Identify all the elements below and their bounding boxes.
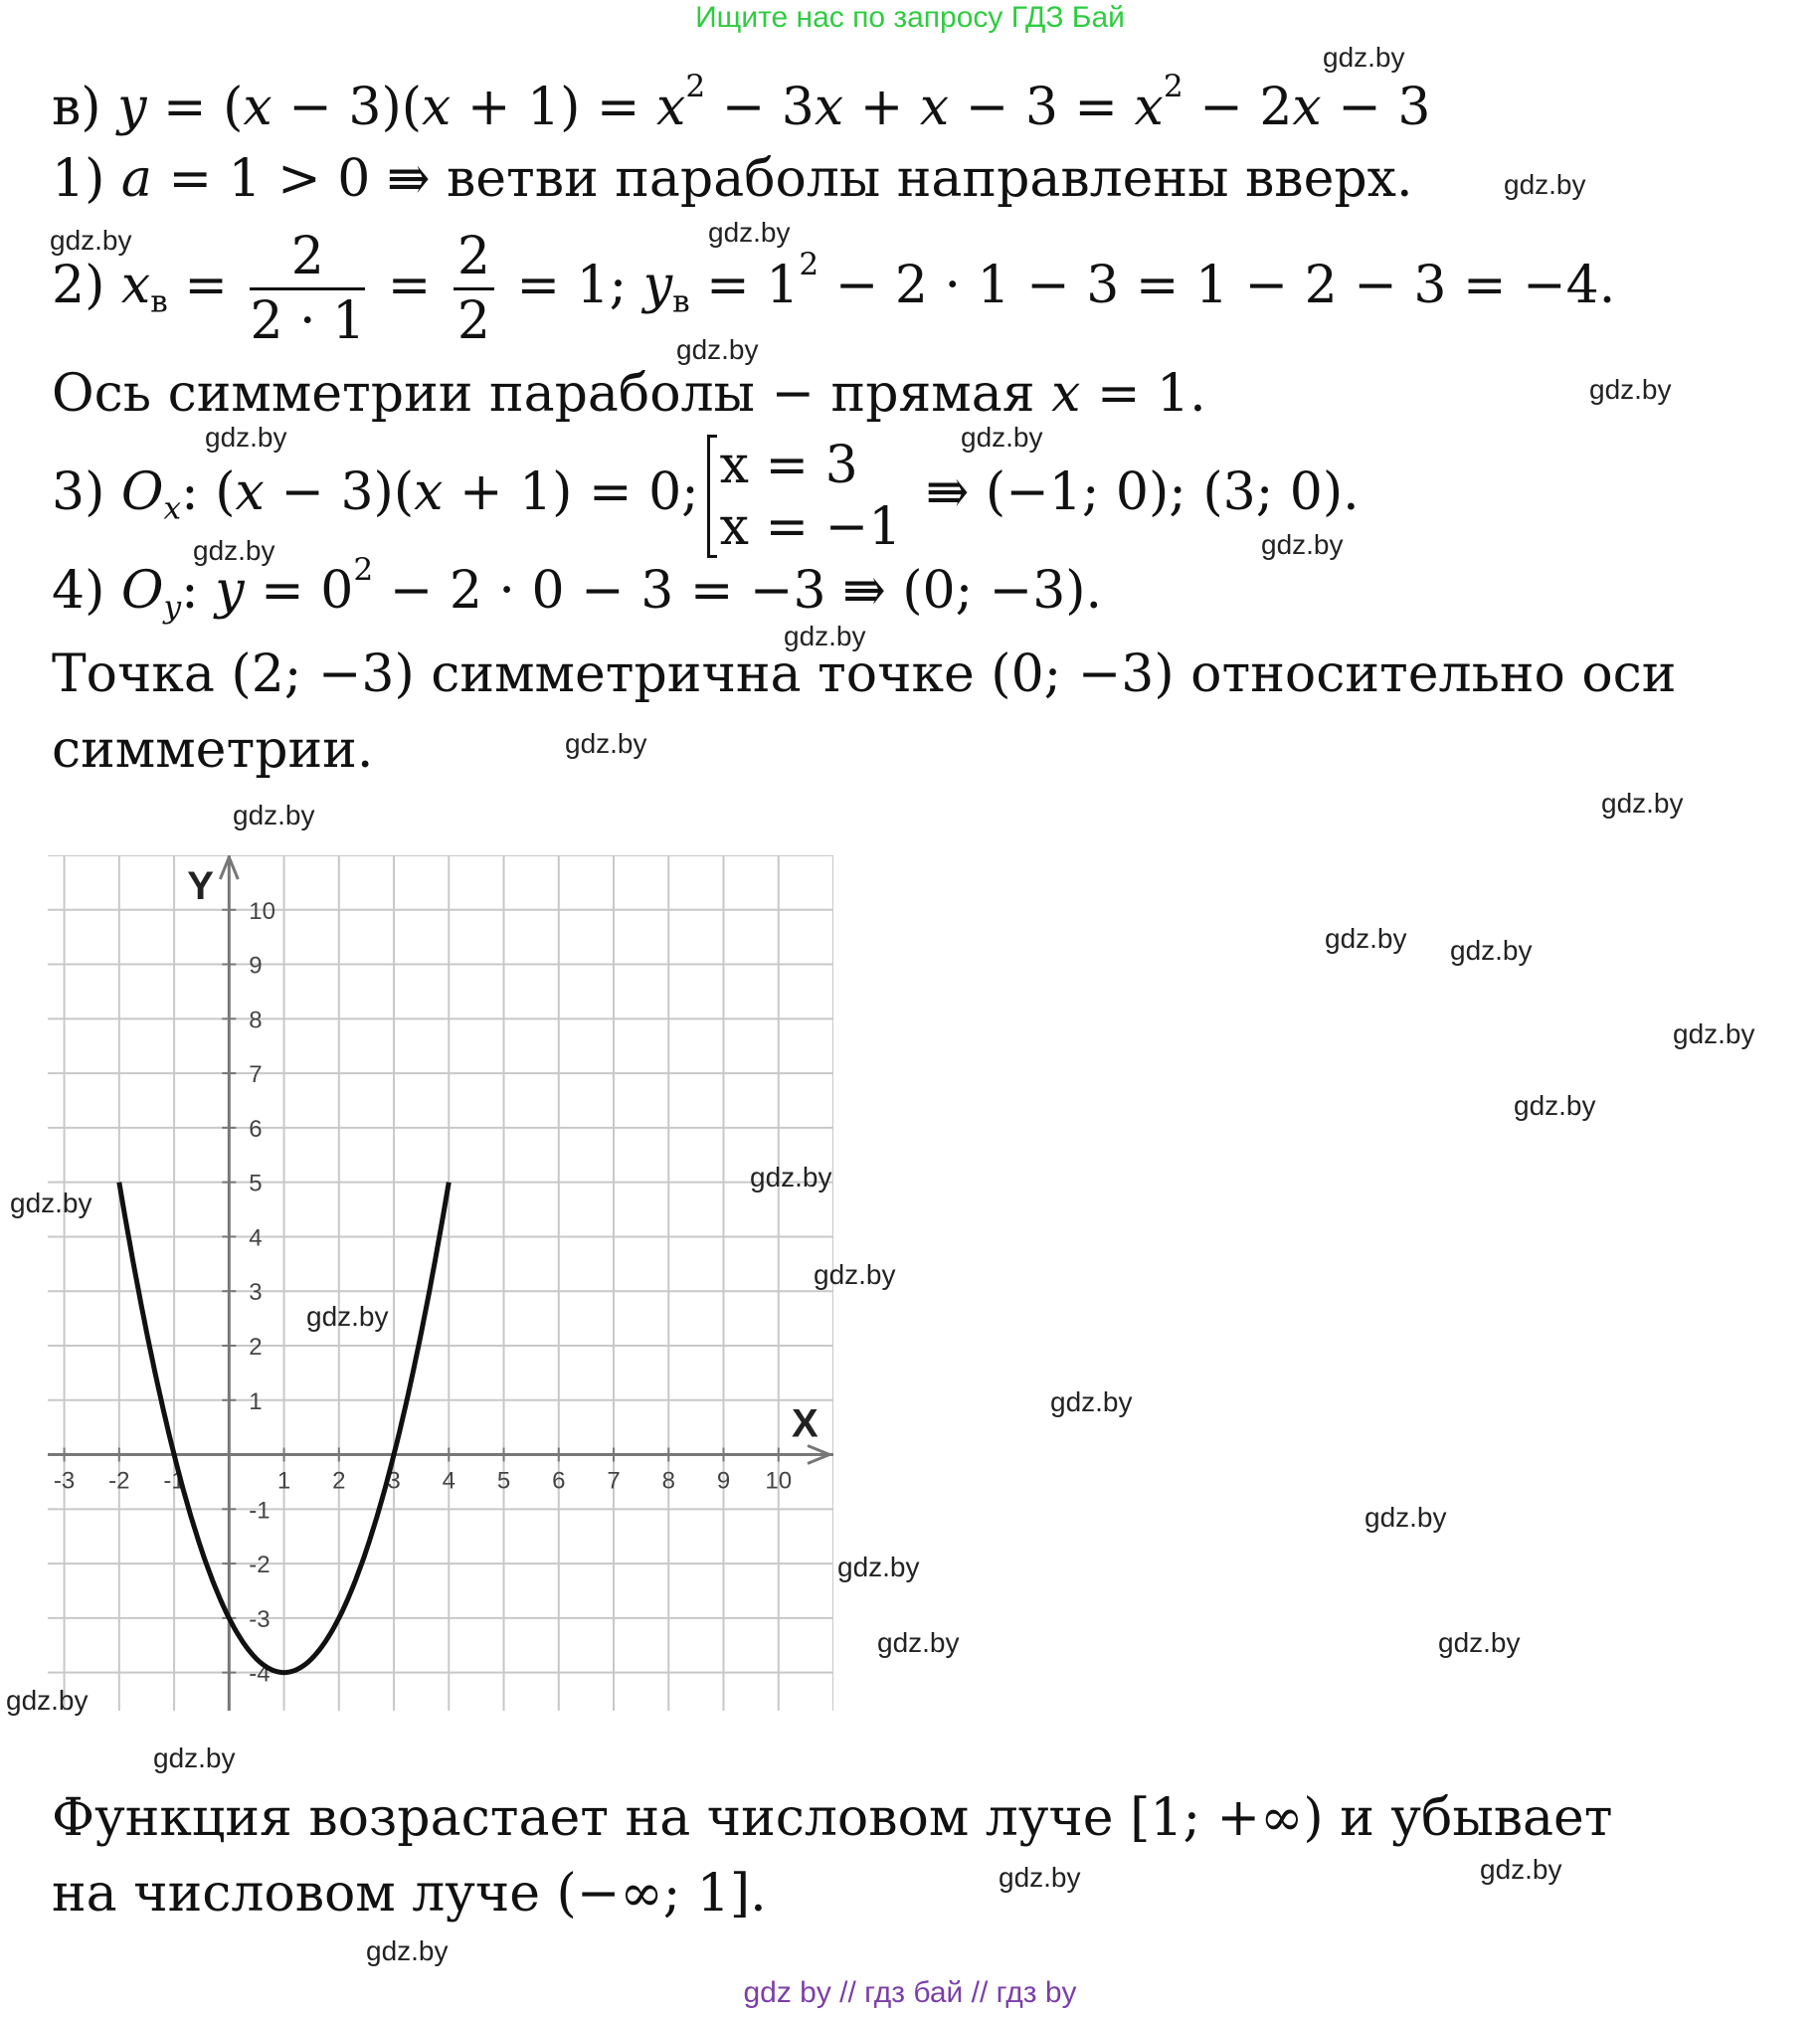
watermark: gdz.by: [961, 422, 1043, 453]
solution-step-4: 4) $O_y$: $y = 0^2 - 2 \cdot 0 - 3 = -3$ ⇛ (0; −3).: [52, 551, 1103, 626]
watermark: gdz.by: [1325, 923, 1407, 954]
y-tick-label: 2: [249, 1333, 263, 1361]
y-tick-label: 8: [249, 1007, 263, 1034]
vertex-fraction-2: $\frac{2}{2}$: [454, 226, 494, 352]
x-tick-label: 3: [387, 1467, 401, 1495]
y-tick-label: 6: [249, 1115, 263, 1143]
y-tick-label: 4: [249, 1224, 263, 1252]
x-tick-label: 8: [661, 1467, 675, 1495]
watermark: gdz.by: [708, 217, 791, 248]
watermark: gdz.by: [1514, 1090, 1596, 1121]
watermark: gdz.by: [1601, 788, 1684, 819]
y-tick-label: 9: [249, 952, 263, 980]
watermark: gdz.by: [193, 535, 275, 566]
watermark: gdz.by: [676, 334, 759, 365]
watermark: gdz.by: [1323, 42, 1405, 73]
x-tick-label: 2: [332, 1467, 346, 1495]
watermark: gdz.by: [1261, 529, 1344, 560]
symmetry-note: Точка (2; −3) симметрична точке (0; −3) относительно оси симметрии.: [52, 644, 1677, 780]
roots-system: x = 3 x = −1: [707, 435, 902, 558]
watermark: gdz.by: [10, 1188, 92, 1218]
chart-grid: [48, 855, 833, 1711]
watermark: gdz.by: [750, 1162, 832, 1192]
vertex-fraction-1: $\frac{2}{2 \cdot 1}$: [250, 227, 366, 351]
site-footer-links[interactable]: gdz by // гдз бай // гдз by: [743, 1976, 1077, 2009]
watermark: gdz.by: [6, 1685, 89, 1716]
watermark: gdz.by: [1504, 169, 1586, 200]
chart-ticks: [54, 898, 792, 1688]
solution-step-2: 2) $x_в$ = $\frac{2}{2 \cdot 1}$ = $\frac{2}{2}$ = 1; $y_в = 1^2 - 2 \cdot 1 - 3 = 1 - 2 - 3 = -4$.: [52, 227, 1616, 351]
watermark: gdz.by: [837, 1552, 920, 1582]
y-tick-label: 5: [249, 1170, 263, 1197]
x-tick-label: 10: [765, 1467, 793, 1495]
watermark: gdz.by: [1673, 1018, 1755, 1049]
watermark: gdz.by: [999, 1862, 1081, 1893]
watermark: gdz.by: [50, 225, 132, 256]
y-axis-label: Y: [187, 864, 214, 908]
x-axis-label: X: [792, 1401, 819, 1446]
solution-step-1: 1) a = 1 > 0 ⇛ ветви параболы направлены вверх.: [52, 149, 1413, 209]
y-tick-label: 3: [249, 1279, 263, 1307]
watermark: gdz.by: [877, 1627, 960, 1658]
watermark: gdz.by: [1480, 1854, 1562, 1885]
solution-step-3: 3) $O_x$: (x − 3)(x + 1) = 0; x = 3 x = −1 ⇛ (−1; 0); (3; 0).: [52, 435, 1360, 557]
parabola-graph: [48, 855, 833, 1711]
y-tick-label: 7: [249, 1061, 263, 1089]
watermark: gdz.by: [1050, 1386, 1133, 1417]
chart-axes: [48, 855, 833, 1711]
watermark: gdz.by: [1589, 374, 1672, 405]
watermark: gdz.by: [1450, 935, 1533, 966]
x-tick-label: 5: [496, 1467, 511, 1495]
y-tick-label: -4: [249, 1660, 271, 1688]
watermark: gdz.by: [366, 1935, 449, 1966]
x-tick-label: -2: [108, 1467, 130, 1495]
watermark: gdz.by: [565, 728, 647, 759]
watermark: gdz.by: [306, 1301, 389, 1332]
site-banner[interactable]: Ищите нас по запросу ГДЗ Бай: [695, 1, 1125, 34]
x-tick-label: 9: [716, 1467, 731, 1495]
x-tick-label: 6: [552, 1467, 566, 1495]
y-tick-label: -3: [249, 1605, 271, 1633]
x-tick-label: -3: [53, 1467, 76, 1495]
conclusion-text: Функция возрастает на числовом луче [1; +∞) и убывает на числовом луче (−∞; 1].: [52, 1788, 1613, 1924]
x-tick-label: 7: [607, 1467, 621, 1495]
watermark: gdz.by: [784, 621, 866, 651]
watermark: gdz.by: [205, 422, 287, 453]
solution-line-v: в) $y = (x - 3)(x + 1) = x^2 - 3x + x - 3 = x^2 - 2x - 3$: [52, 68, 1431, 137]
y-tick-label: 10: [249, 897, 276, 925]
watermark: gdz.by: [233, 800, 315, 830]
y-tick-label: 1: [249, 1387, 263, 1415]
watermark: gdz.by: [814, 1259, 896, 1290]
y-tick-label: -2: [249, 1552, 271, 1579]
y-tick-label: -1: [249, 1497, 271, 1525]
x-tick-label: 4: [442, 1467, 455, 1495]
x-tick-label: -1: [163, 1467, 185, 1495]
watermark: gdz.by: [1438, 1627, 1521, 1658]
axis-of-symmetry-line: Ось симметрии параболы − прямая x = 1.: [52, 364, 1206, 424]
watermark: gdz.by: [153, 1742, 236, 1773]
watermark: gdz.by: [1365, 1502, 1447, 1533]
x-tick-label: 1: [276, 1467, 291, 1495]
